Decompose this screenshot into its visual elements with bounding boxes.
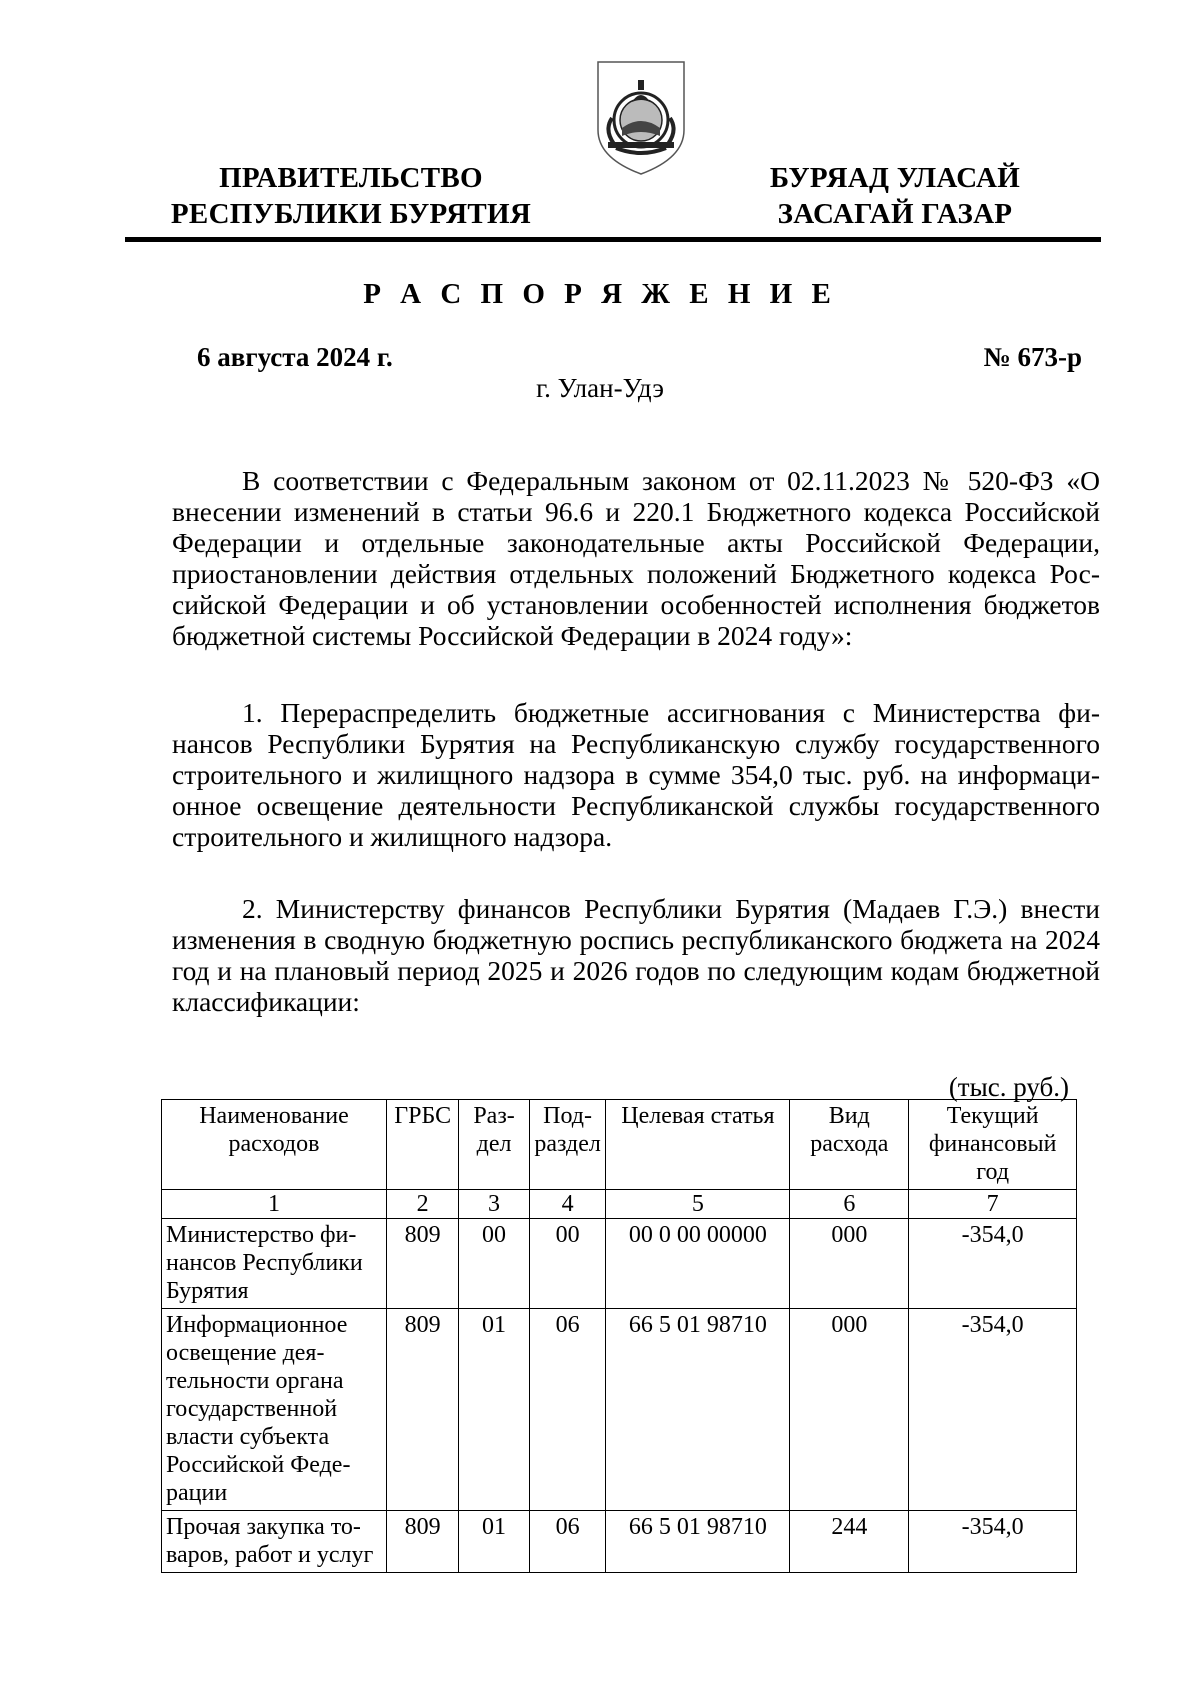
preamble-paragraph: В соответствии с Федеральным законом от 02.11.2023 № 520-ФЗ «О внесении изменений в статьи 96.6 и 220.1 Бюджетного кодекса Российской Федерации и отдельные законодательные акты Российской Федерации, приостановлении действия отдельных положений Бюджетного кодекса Российской Федерации и об установлении особенностей исполнения бюджетов бюджетной системы Российской Федерации в 2024 году»:: [172, 465, 1100, 651]
document-city: г. Улан-Удэ: [536, 373, 664, 403]
table-units: (тыс. руб.): [948, 1072, 1069, 1102]
cell-expense-type: 000: [790, 1219, 909, 1309]
column-number: 5: [606, 1190, 790, 1219]
cell-target-article: 00 0 00 00000: [606, 1219, 790, 1309]
cell-name: Прочая закупка товаров, работ и услуг: [162, 1511, 387, 1573]
cell-target-article: 66 5 01 98710: [606, 1511, 790, 1573]
header-expense-type: Вид расхода: [790, 1100, 909, 1190]
cell-grbs: 809: [386, 1219, 458, 1309]
column-number: 7: [909, 1190, 1077, 1219]
org-bu-line1: БУРЯАД УЛАСАЙ: [769, 162, 1021, 194]
column-number: 4: [529, 1190, 606, 1219]
header-name: Наименование расходов: [162, 1100, 387, 1190]
cell-expense-type: 000: [790, 1309, 909, 1511]
column-number: 1: [162, 1190, 387, 1219]
org-bu-line2: ЗАСАГАЙ ГАЗАР: [777, 198, 1013, 230]
table-row: [162, 1309, 1077, 1511]
document-number: № 673-р: [983, 342, 1082, 372]
clause-2-paragraph: 2. Министерству финансов Республики Бурятия (Мадаев Г.Э.) внести изменения в сводную бюджетную роспись республиканского бюджета на 2024 год и на плановый период 2025 и 2026 годов по следующим кодам бюджетной классификации:: [172, 893, 1100, 1017]
document-type-title: Р А С П О Р Я Ж Е Н И Е: [363, 278, 837, 310]
cell-expense-type: 244: [790, 1511, 909, 1573]
cell-name: Информационное освещение деятельности органа государственной власти субъекта Российской Федерации: [162, 1309, 387, 1511]
cell-section: 00: [459, 1219, 529, 1309]
cell-target-article: 66 5 01 98710: [606, 1309, 790, 1511]
header-subsection: Подраздел: [529, 1100, 606, 1190]
header-section: Раздел: [459, 1100, 529, 1190]
table-header-row: [162, 1100, 1077, 1190]
header-grbs: ГРБС: [386, 1100, 458, 1190]
cell-subsection: 06: [529, 1309, 606, 1511]
header-target-article: Целевая статья: [606, 1100, 790, 1190]
cell-grbs: 809: [386, 1511, 458, 1573]
header-current-year: Текущий финансовый год: [909, 1100, 1077, 1190]
org-ru-line1: ПРАВИТЕЛЬСТВО: [219, 162, 483, 194]
clause-1-paragraph: 1. Перераспределить бюджетные ассигнования с Министерства финансов Республики Бурятия на Республиканскую службу государственного строительного и жилищного надзора в сумме 354,0 тыс. руб. на информационное освещение деятельности Республиканской службы государственного строительного и жилищного надзора.: [172, 697, 1100, 852]
cell-subsection: 06: [529, 1511, 606, 1573]
cell-section: 01: [459, 1309, 529, 1511]
document-date: 6 августа 2024 г.: [197, 342, 393, 372]
header-divider: [125, 237, 1101, 242]
org-name-buryat: [740, 160, 1050, 232]
table-row: [162, 1511, 1077, 1573]
org-name-russian: [160, 160, 542, 232]
coat-of-arms-icon: [592, 58, 690, 178]
cell-amount: -354,0: [909, 1309, 1077, 1511]
table-row: [162, 1219, 1077, 1309]
cell-amount: -354,0: [909, 1511, 1077, 1573]
table-column-numbers: [162, 1190, 1077, 1219]
org-ru-line2: РЕСПУБЛИКИ БУРЯТИЯ: [170, 198, 532, 230]
column-number: 2: [386, 1190, 458, 1219]
cell-name: Министерство финансов Республики Бурятия: [162, 1219, 387, 1309]
budget-table: [161, 1099, 1077, 1573]
column-number: 6: [790, 1190, 909, 1219]
cell-section: 01: [459, 1511, 529, 1573]
cell-amount: -354,0: [909, 1219, 1077, 1309]
cell-grbs: 809: [386, 1309, 458, 1511]
cell-subsection: 00: [529, 1219, 606, 1309]
column-number: 3: [459, 1190, 529, 1219]
